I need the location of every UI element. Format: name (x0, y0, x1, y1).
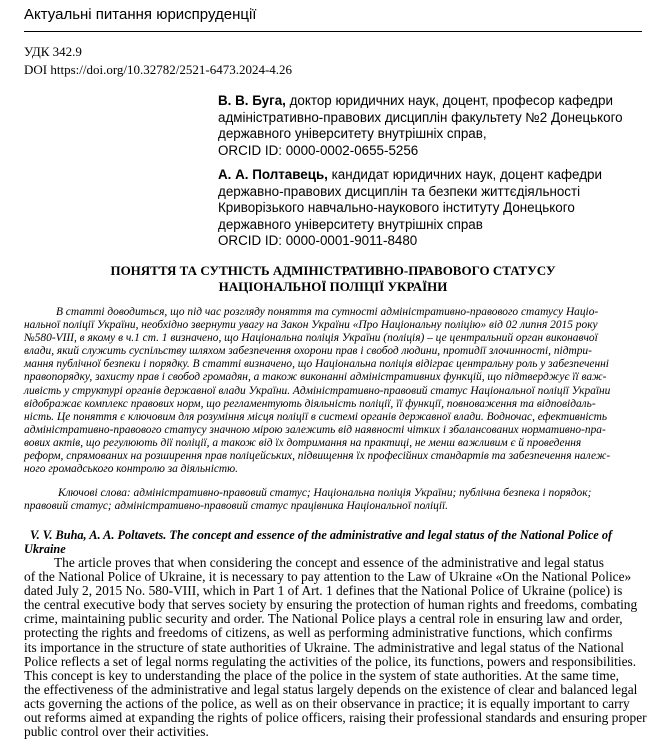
abstract-line: acts governing the actions of the police, as well as on their observance in practice; it is equally important to carry (24, 695, 630, 711)
english-title-line: Ukraine (24, 541, 66, 556)
abstract-line: вових актів, що регулюють дії поліції, а також від їх дотримання на практиці, не менш важливим є й проведення (24, 436, 582, 449)
keywords-line: правовий статус; адміністративно-правовий статус працівника Національної поліції. (24, 500, 448, 513)
abstract-line: правопорядку, захисту прав і свобод громадян, а також виконанні адміністративних функцій, що підтверджує її важ- (24, 371, 607, 384)
abstract-line: влади, який служить суспільству шляхом забезпечення охорони прав і свобод людини, протидії злочинності, підтри- (24, 345, 592, 358)
abstract-line: №580-VIII, в якому в ч.1 ст. 1 визначено, що Національна поліція України (поліція) – це центральний орган виконавчої (24, 332, 598, 345)
abstract-line: The article proves that when considering the concept and essence of the administrative and legal status (54, 555, 604, 570)
author-name: В. В. Буга, (218, 93, 286, 108)
author-name: А. А. Полтавець, (218, 167, 328, 182)
abstract-ukrainian (24, 306, 628, 476)
author-line-1: А. А. Полтавець, кандидат юридичних наук, доцент кафедри (218, 167, 602, 182)
author-orcid: ORCID ID: 0000-0001-9011-8480 (218, 233, 418, 249)
running-header: Актуальні питання юриспруденції (24, 5, 642, 32)
abstract-line: its importance in the structure of state authorities of Ukraine. The administrative and legal status of the National (24, 639, 624, 655)
author-block (218, 93, 638, 159)
author-affiliation: державно-правових дисциплін та безпеки життєдіяльності (218, 183, 581, 199)
abstract-line: crime, maintaining public security and order. The National Police plays a central role in ensuring law and order, (24, 611, 623, 627)
abstract-line: ність. Це поняття є ключовим для розуміння місця поліції в системі органів державної влади. Водночас, ефективність (24, 410, 608, 423)
abstract-line: мання публічної безпеки і порядку. В статті визначено, що Національна поліція відіграє центральну роль у забезпеченні (24, 358, 609, 371)
abstract-line: В статті доводиться, що під час розгляду поняття та сутності адміністративно-правового статусу Націо- (56, 306, 599, 318)
udk-code: УДК 342.9 (24, 44, 82, 59)
author-line-1: В. В. Буга, доктор юридичних наук, доцент, професор кафедри (218, 93, 613, 108)
abstract-line: the effectiveness of the administrative and legal status largely depends on the existence of clear and balanced legal (24, 681, 638, 697)
abstract-line: Police reflects a set of legal norms regulating the activities of the police, its functions, powers and responsibilities. (24, 653, 637, 669)
author-affiliation: Криворізького навчально-наукового інституту Донецького (218, 200, 575, 216)
author-orcid: ORCID ID: 0000-0002-0655-5256 (218, 142, 419, 158)
abstract-line: the central executive body that serves society by ensuring the protection of human rights and freedoms, combating (24, 597, 638, 613)
abstract-line: dated July 2, 2015 No. 580-VIII, which in Part 1 of Art. 1 defines that the National Police of Ukraine (police) is (24, 583, 623, 599)
author-affiliation: державного університету внутрішніх справ, (218, 126, 487, 142)
english-title-line: V. V. Buha, A. A. Poltavets. The concept and essence of the administrative and legal status of the National Police of (30, 528, 613, 542)
abstract-line: ного громадського контролю за діяльністю. (24, 463, 239, 476)
abstract-line: відображає комплекс правових норм, що регламентують діяльність поліції, її функції, повноваження та відповідаль- (24, 397, 596, 410)
author-block (218, 167, 638, 250)
keywords-line: Ключові слова: адміністративно-правовий статус; Національна поліція України; публічна безпека і порядок; (58, 487, 592, 499)
abstract-line: ливість у структурі органів державної влади України. Адміністративно-правовий статус Національної поліції України (24, 384, 611, 397)
abstract-line: public control over their activities. (24, 724, 209, 740)
abstract-line: адміністративно-правового статусу значною мірою залежить від наявності чітких і збалансованих нормативно-пра- (24, 423, 606, 436)
keywords-ukrainian (24, 487, 628, 513)
author-affiliation: адміністративно-правових дисциплін факультету №2 Донецького (218, 109, 623, 125)
author-affiliation: державного університету внутрішніх справ (218, 216, 483, 232)
abstract-line: out reforms aimed at expanding the rights of police officers, raising their professional standards and ensuring proper (24, 710, 647, 726)
article-title: ПОНЯТТЯ ТА СУТНІСТЬ АДМІНІСТРАТИВНО-ПРАВОВОГО СТАТУСУ НАЦІОНАЛЬНОЇ ПОЛІЦІЇ УКРАЇНИ (110, 263, 556, 294)
abstract-line: This concept is key to understanding the place of the police in the system of state authorities. At the same time, (24, 667, 619, 683)
doi-link[interactable]: DOI https://doi.org/10.32782/2521-6473.2024-4.26 (24, 62, 293, 77)
abstract-line: нальної поліції України, необхідно звернути увагу на Закон України «Про Національну поліцію» від 02 липня 2015 року (24, 319, 598, 332)
abstract-english (24, 555, 647, 740)
abstract-line: реформ, спрямованих на розширення прав поліцейських, підвищення їх професійних стандартів та забезпечення належ- (24, 450, 611, 463)
abstract-line: of the National Police of Ukraine, it is necessary to pay attention to the Law of Ukraine «On the National Police» (24, 569, 632, 585)
english-title (24, 529, 640, 556)
abstract-line: protecting the rights and freedoms of citizens, as well as performing administrative functions, which confirms (24, 625, 613, 641)
